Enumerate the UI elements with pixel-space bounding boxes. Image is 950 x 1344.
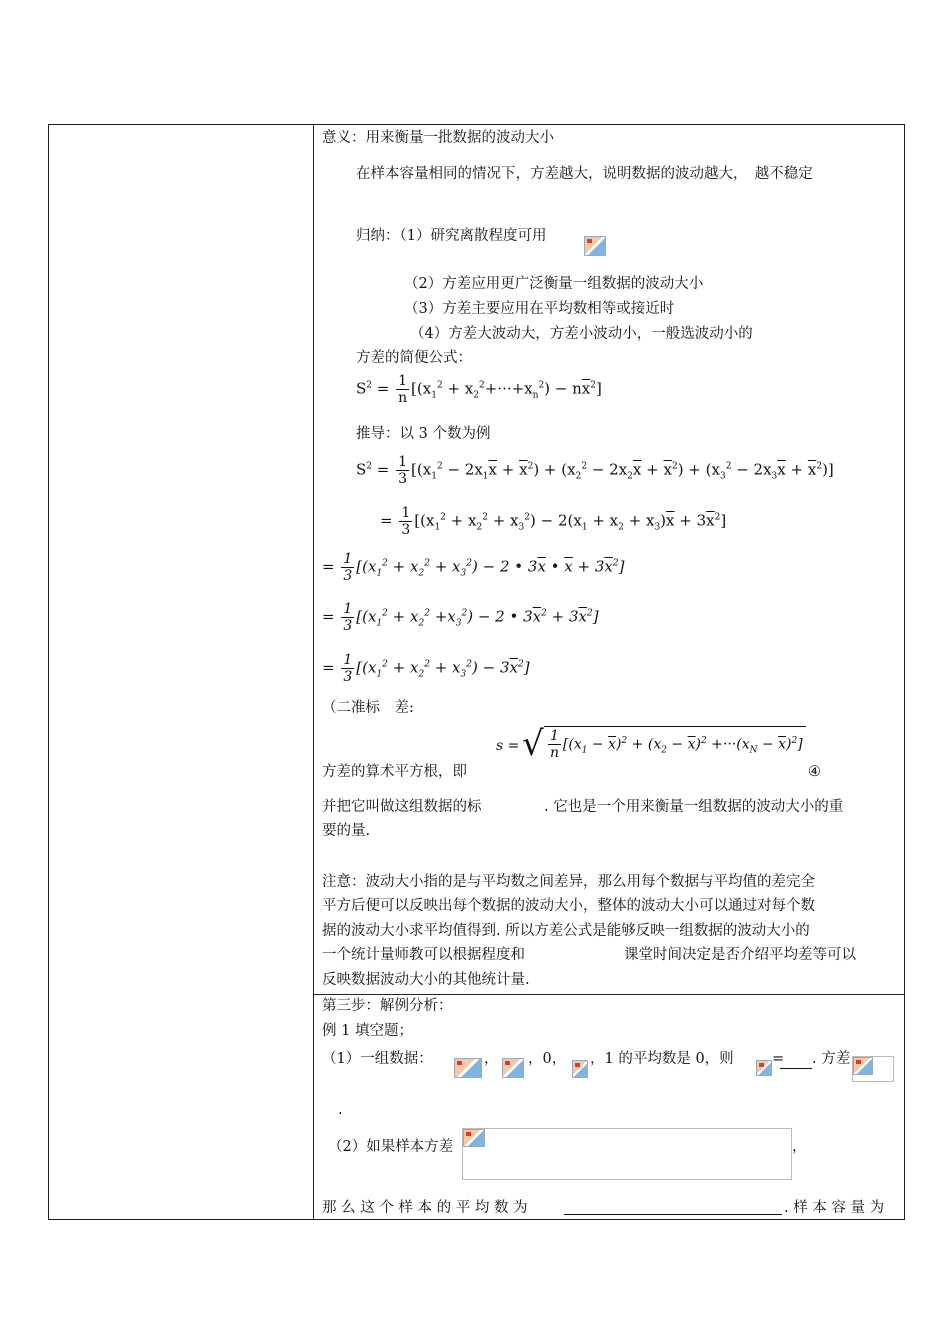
- sqrt-sign: √: [522, 724, 544, 764]
- example-1: 例 1 填空题；: [322, 1023, 413, 1039]
- q2-comma: ，: [792, 1139, 807, 1155]
- note-line-2: 平方后便可以反映出每个数据的波动大小，整体的波动大小可以通过对每个数: [322, 898, 815, 914]
- note-line-4a: 一个统计量师教可以根据程度和: [322, 947, 525, 963]
- q3-end: . 样 本 容 量 为: [784, 1200, 885, 1216]
- std-dev-formula-lhs: s =: [496, 738, 520, 754]
- note-line-1: 注意：波动大小指的是与平均数之间差异，那么用每个数据与平均值的差完全: [322, 874, 815, 890]
- variance-note: 在样本容量相同的情况下，方差越大，说明数据的波动越大， 越不稳定: [356, 166, 813, 182]
- derivation-step-2: = $\frac{1}{3}$ $[(x_1^2 + x_2^2 + x_3^2) - 2(x_1 + x_2 + x_3)\overline{x} + 3\overline{x}^2]$: [380, 505, 727, 538]
- std-dev-formula-rhs: $\frac{1}{n}$ $[(x_1 - \overline{x})^2 + (x_2 - \overline{x})^2 +\cdot\cdot\cdot(x_N - \overline{x})^2]$: [549, 728, 803, 761]
- std-dev-named-line1b: . 它也是一个用来衡量一组数据的波动大小的重: [544, 799, 844, 815]
- summary-item-3: （3）方差主要应用在平均数相等或接近时: [404, 301, 675, 317]
- formula-image-icon: [584, 236, 606, 256]
- q3-text: 那 么 这 个 样 本 的 平 均 数 为: [322, 1200, 528, 1216]
- q3-mean-blank[interactable]: [564, 1214, 782, 1215]
- q1-image-icon: [853, 1057, 873, 1075]
- q1-comma: ，: [484, 1051, 499, 1067]
- note-line-3: 据的波动大小求平均值得到. 所以方差公式是能够反映一组数据的波动大小的: [322, 923, 810, 939]
- q1-image-icon: [502, 1058, 524, 1078]
- summary-lead: 归纳：（1）研究离散程度可用: [356, 228, 547, 244]
- q1-image-icon: [454, 1058, 482, 1078]
- note-line-4b: 课堂时间决定是否介绍平均差等可以: [624, 947, 856, 963]
- note-line-5: 反映数据波动大小的其他统计量.: [322, 972, 530, 988]
- q1-image-icon: [756, 1060, 772, 1076]
- derivation-label: 推导：以 3 个数为例: [356, 426, 491, 442]
- std-dev-heading: （二准标 差:: [322, 700, 414, 716]
- q2-prefix: （2）如果样本方差: [328, 1139, 454, 1155]
- summary-item-2: （2）方差应用更广泛衡量一组数据的波动大小: [404, 276, 704, 292]
- derivation-step-1: $S^2$ = $\frac{1}{3}$ $[(x_1^2 - 2x_1\overline{x} + \overline{x}^2) + (x_2^2 - 2x_2\overline{x} + \overline{x}^2) + (x_3^2 - 2x_3\overline{x} + \overline{x}^2)]$: [356, 454, 834, 487]
- q1-eq: =: [772, 1051, 785, 1067]
- derivation-step-5: = $\frac{1}{3}$ $[(x_1^2 + x_2^2 + x_3^2) - 3\overline{x}^2]$: [322, 652, 530, 685]
- q1-variance-box[interactable]: [852, 1056, 894, 1082]
- column-divider: [313, 125, 314, 1219]
- q2-formula-box[interactable]: [462, 1128, 792, 1180]
- q1-mid: ，0，: [528, 1051, 567, 1067]
- q2-image-icon: [463, 1129, 485, 1147]
- simple-formula-label: 方差的简便公式：: [356, 350, 472, 366]
- row-divider: [313, 994, 904, 995]
- std-dev-named-line1: 并把它叫做这组数据的标: [322, 799, 482, 815]
- circle-number: ④: [808, 764, 821, 780]
- std-dev-sqrt-label: 方差的算术平方根，即: [322, 764, 467, 780]
- meaning-text: 意义：用来衡量一批数据的波动大小: [322, 130, 554, 146]
- q1-end: ，1 的平均数是 0，则: [590, 1051, 734, 1067]
- step3-title: 第三步：解例分析：: [322, 998, 453, 1014]
- q1-image-icon: [572, 1060, 588, 1078]
- derivation-step-3: = $\frac{1}{3}$ [$(x_1^2 + x_2^2 + x_3^2) - 2$ • $3\overline{x}$ • $\overline{x} + 3\overline{x}^2$]: [322, 551, 625, 584]
- q1-answer-blank[interactable]: [780, 1068, 812, 1069]
- sqrt-bar: [544, 726, 806, 727]
- simple-variance-formula: $S^2$ = $\frac{1}{n}$ $[(x_1^2 + x_2^2+\cdot\cdot\cdot+x_n^2) - n\overline{x}^2]$: [356, 373, 602, 406]
- q1-dot: .: [338, 1102, 343, 1118]
- summary-item-4: （4）方差大波动大，方差小波动小，一般选波动小的: [410, 326, 753, 342]
- q1-variance: . 方差: [812, 1051, 851, 1067]
- q1-prefix: （1）一组数据：: [322, 1051, 433, 1067]
- derivation-step-4: = $\frac{1}{3}$ [$(x_1^2 + x_2^2 +x_3^2) - 2$ • $3\overline{x}^2 + 3\overline{x}^2$]: [322, 601, 599, 634]
- std-dev-named-line2: 要的量.: [322, 823, 371, 839]
